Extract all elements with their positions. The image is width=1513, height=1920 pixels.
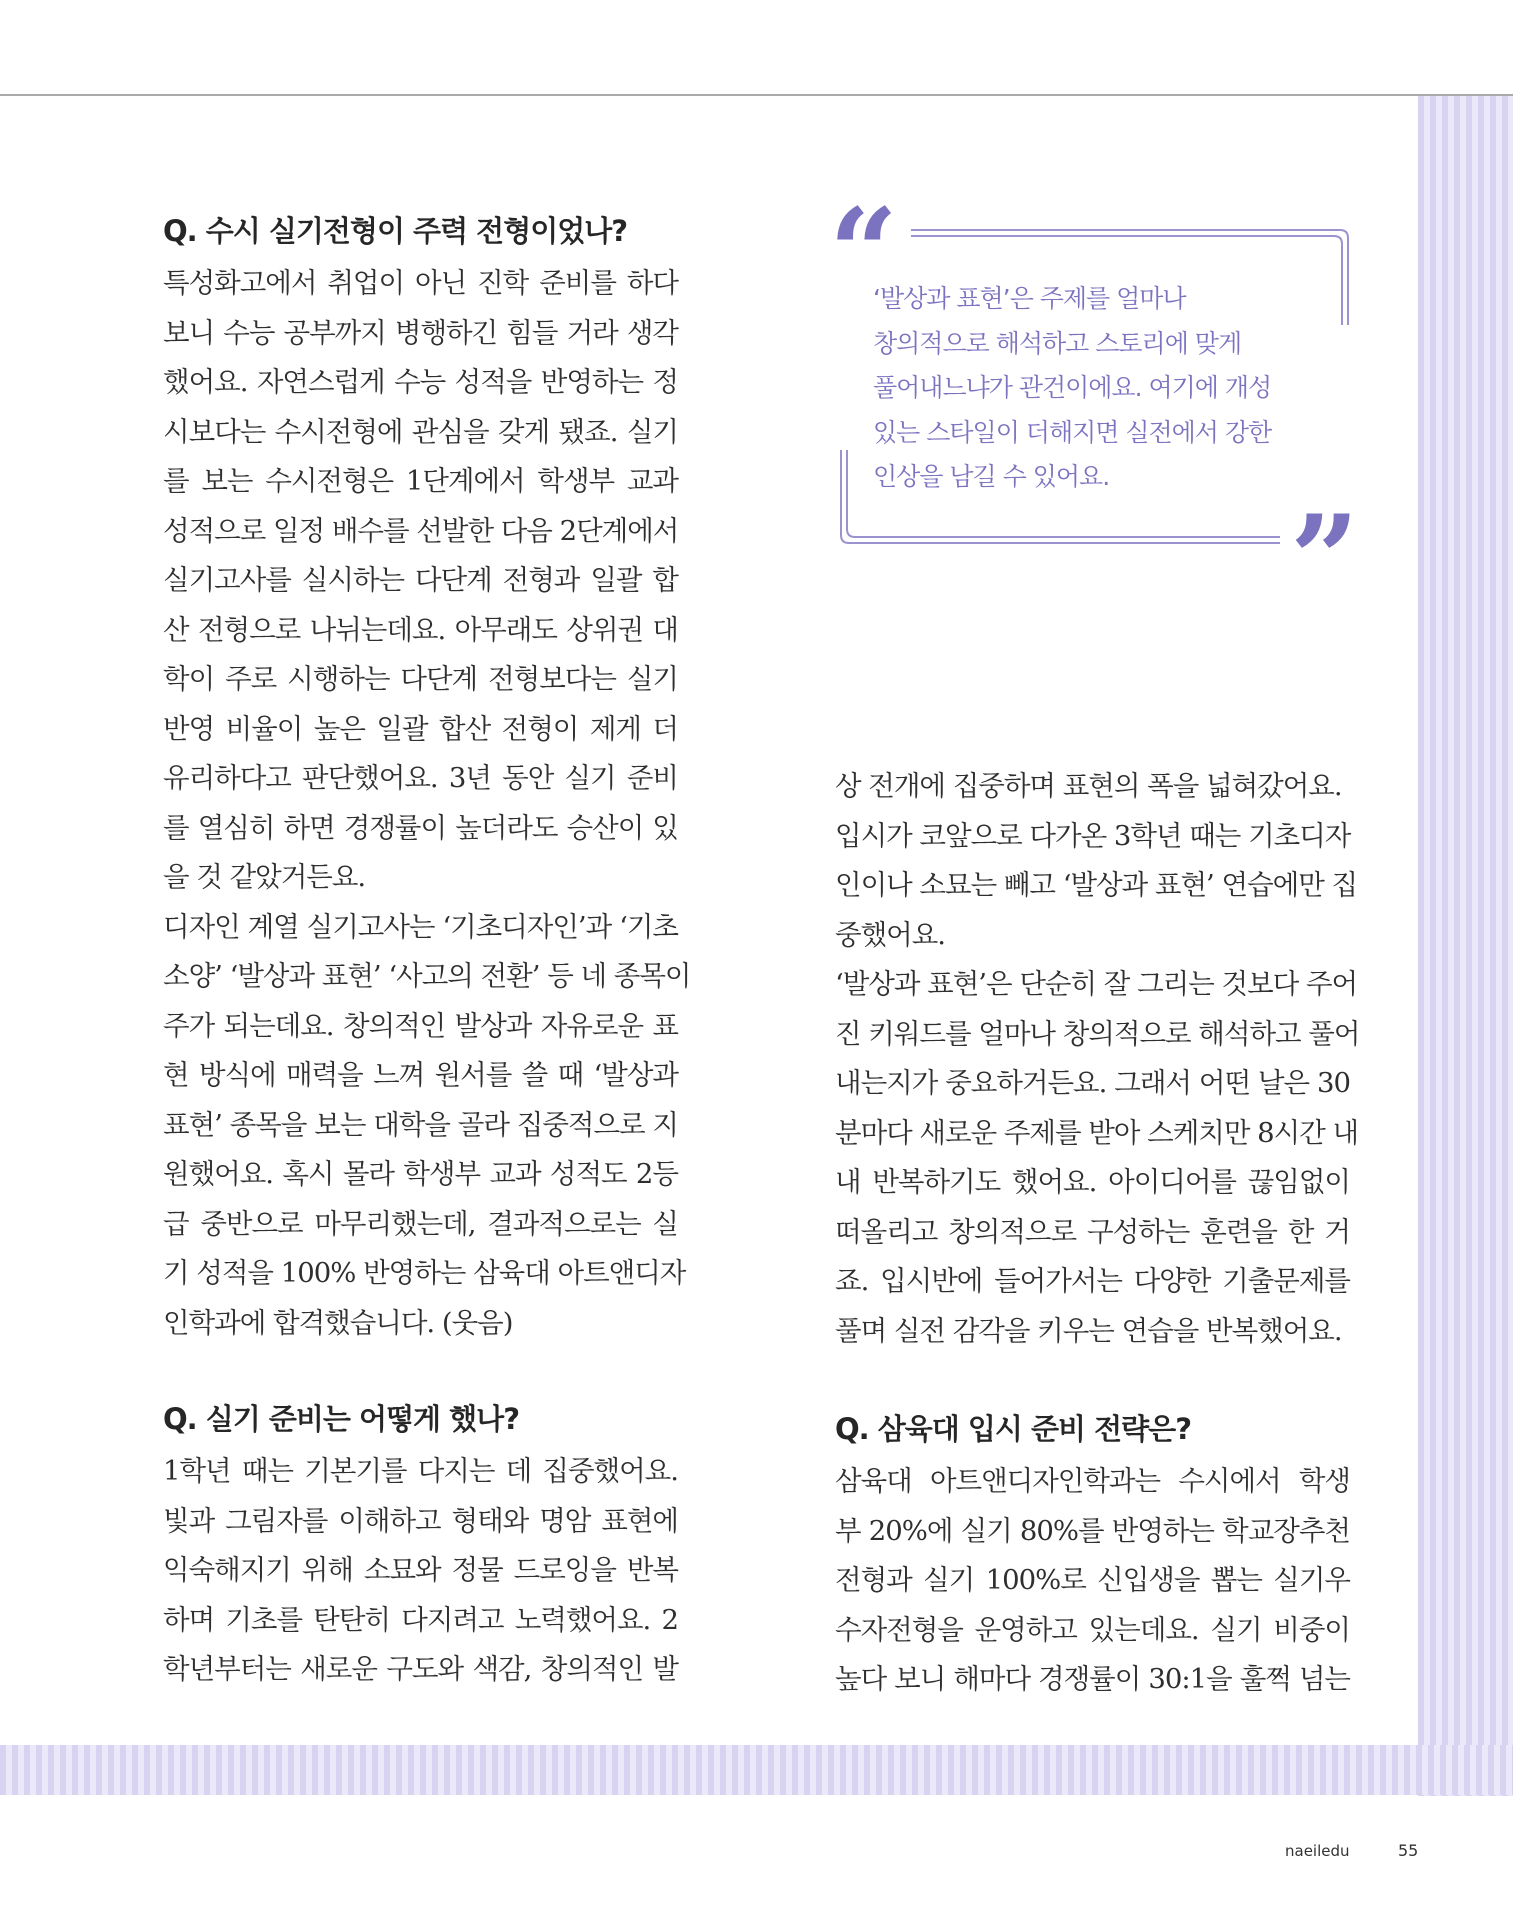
text-line: 내는지가 중요하거든요. 그래서 어떤 날은 30 xyxy=(835,1067,1350,1099)
text-line: 을 것 같았거든요. xyxy=(163,861,366,893)
text-line: 했어요. 자연스럽게 수능 성적을 반영하는 정 xyxy=(163,366,678,398)
text-line: 보니 수능 공부까지 병행하긴 힘들 거라 생각 xyxy=(163,316,678,349)
question-heading-2: Q. 실기 준비는 어떻게 했나? xyxy=(163,1402,520,1436)
text-line: 삼육대 아트앤디자인학과는 수시에서 학생 xyxy=(835,1465,1350,1497)
text-line: 인이나 소묘는 빼고 ‘발상과 표현’ 연습에만 집 xyxy=(835,869,1358,901)
text-line: 익숙해지기 위해 소묘와 정물 드로잉을 반복 xyxy=(163,1554,678,1586)
text-line: ‘발상과 표현’은 단순히 잘 그리는 것보다 주어 xyxy=(835,968,1358,1000)
text-line: 빛과 그림자를 이해하고 형태와 명암 표현에 xyxy=(163,1504,678,1537)
text-line: ‘발상과 표현’은 주제를 얼마나 xyxy=(873,284,1186,313)
text-line: 실기고사를 실시하는 다단계 전형과 일괄 합 xyxy=(163,564,678,596)
page-number: 55 xyxy=(1398,1841,1419,1860)
text-line: 성적으로 일정 배수를 선발한 다음 2단계에서 xyxy=(163,514,679,547)
text-line: 반영 비율이 높은 일괄 합산 전형이 제게 더 xyxy=(163,712,678,745)
text-line: 창의적으로 해석하고 스토리에 맞게 xyxy=(873,328,1242,358)
text-line: 산 전형으로 나뉘는데요. 아무래도 상위권 대 xyxy=(163,613,678,646)
question-heading-1: Q. 수시 실기전형이 주력 전형이었나? xyxy=(163,214,628,248)
text-line: 분마다 새로운 주제를 받아 스케치만 8시간 내 xyxy=(835,1116,1359,1149)
answer-body-3 xyxy=(835,1457,1350,1705)
text-line: 인학과에 합격했습니다. (웃음) xyxy=(163,1306,513,1339)
text-line: 내 반복하기도 했어요. 아이디어를 끊임없이 xyxy=(835,1166,1350,1198)
text-line: 유리하다고 판단했어요. 3년 동안 실기 준비 xyxy=(163,762,678,794)
text-line: 시보다는 수시전형에 관심을 갖게 됐죠. 실기 xyxy=(163,415,678,448)
text-line: 디자인 계열 실기고사는 ‘기초디자인’과 ‘기초 xyxy=(163,910,678,943)
text-line: 하며 기초를 탄탄히 다지려고 노력했어요. 2 xyxy=(163,1603,678,1636)
text-line: 기 성적을 100% 반영하는 삼육대 아트앤디자 xyxy=(163,1257,686,1289)
text-line: 떠올리고 창의적으로 구성하는 훈련을 한 거 xyxy=(835,1215,1350,1248)
text-line: 인상을 남길 수 있어요. xyxy=(873,462,1110,491)
text-line: 주가 되는데요. 창의적인 발상과 자유로운 표 xyxy=(163,1009,678,1042)
bottom-stripe-band xyxy=(0,1745,1513,1795)
text-line: 풀어내느냐가 관건이에요. 여기에 개성 xyxy=(873,373,1272,402)
text-line: 죠. 입시반에 들어가서는 다양한 기출문제를 xyxy=(835,1265,1350,1297)
text-line: 소양’ ‘발상과 표현’ ‘사고의 전환’ 등 네 종목이 xyxy=(163,960,691,992)
footer-brand: naeiledu xyxy=(1285,1842,1350,1860)
pull-quote xyxy=(829,182,1360,630)
text-line: 전형과 실기 100%로 신입생을 뽑는 실기우 xyxy=(835,1564,1350,1596)
right-stripe-band xyxy=(1418,96,1513,1796)
answer-body-1 xyxy=(163,259,691,1348)
open-quote-icon: “ xyxy=(829,182,899,323)
text-line: 입시가 코앞으로 다가온 3학년 때는 기초디자 xyxy=(835,819,1351,852)
right-column-bottom xyxy=(835,1408,1350,1705)
text-line: 급 중반으로 마무리했는데, 결과적으로는 실 xyxy=(163,1207,678,1240)
text-line: 특성화고에서 취업이 아닌 진학 준비를 하다 xyxy=(163,267,678,299)
text-line: 원했어요. 혹시 몰라 학생부 교과 성적도 2등 xyxy=(163,1158,678,1190)
text-line: 중했어요. xyxy=(835,918,946,951)
text-line: 학년부터는 새로운 구도와 색감, 창의적인 발 xyxy=(163,1653,678,1685)
text-line: 진 키워드를 얼마나 창의적으로 해석하고 풀어 xyxy=(835,1017,1360,1050)
text-line: 풀며 실전 감각을 키우는 연습을 반복했어요. xyxy=(835,1314,1342,1347)
text-line: 현 방식에 매력을 느껴 원서를 쓸 때 ‘발상과 xyxy=(163,1059,678,1091)
text-line: 수자전형을 운영하고 있는데요. 실기 비중이 xyxy=(835,1613,1350,1646)
text-line: 를 보는 수시전형은 1단계에서 학생부 교과 xyxy=(163,465,678,497)
text-line: 를 열심히 하면 경쟁률이 높더라도 승산이 있 xyxy=(163,811,678,844)
text-line: 상 전개에 집중하며 표현의 폭을 넓혀갔어요. xyxy=(835,770,1342,802)
text-line: 부 20%에 실기 80%를 반영하는 학교장추천 xyxy=(835,1514,1350,1547)
question-heading-3: Q. 삼육대 입시 준비 전략은? xyxy=(835,1412,1192,1446)
quote-text xyxy=(873,277,1333,500)
text-line: 높다 보니 해마다 경쟁률이 30:1을 훌쩍 넘는 xyxy=(835,1663,1350,1695)
text-line: 학이 주로 시행하는 다단계 전형보다는 실기 xyxy=(163,663,678,695)
text-line: 표현’ 종목을 보는 대학을 골라 집중적으로 지 xyxy=(163,1108,678,1141)
text-line: 1학년 때는 기본기를 다지는 데 집중했어요. xyxy=(163,1455,678,1487)
close-quote-icon: ” xyxy=(1290,489,1360,630)
answer-body-2-continued xyxy=(835,762,1360,1356)
text-line: 있는 스타일이 더해지면 실전에서 강한 xyxy=(873,417,1272,447)
answer-body-2 xyxy=(163,1447,678,1695)
left-column xyxy=(163,210,691,1695)
